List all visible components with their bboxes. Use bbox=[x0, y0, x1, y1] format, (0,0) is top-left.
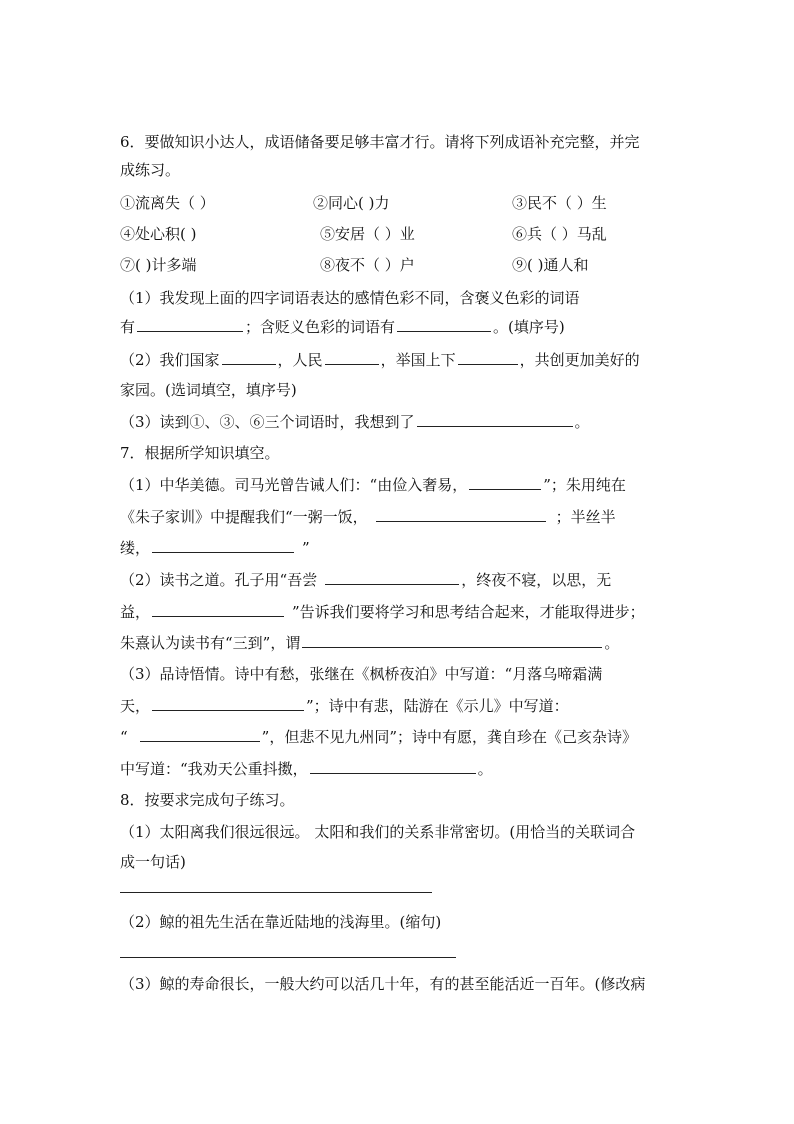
q6-stem-line1: 6．要做知识小达人，成语储备要足够丰富才行。请将下列成语补充完整，并完 bbox=[120, 133, 640, 151]
q6-sub1-text-b: ；含贬义色彩的词语有 bbox=[245, 318, 396, 336]
answer-blank[interactable] bbox=[222, 350, 276, 365]
q7-p2-line1 bbox=[120, 570, 611, 590]
q7-p3-text-e: 中写道：“我劝天公重抖擞， bbox=[120, 760, 308, 778]
q6-sub1-text-a: 有 bbox=[120, 318, 136, 336]
q6-sub2-text-d: ，共创更加美好的 bbox=[519, 351, 640, 369]
q7-p1-text-c: 《朱子家训》中提醒我们“一粥一饭， bbox=[120, 508, 368, 526]
q6-sub3-text-b: 。 bbox=[574, 413, 590, 431]
q6-sub2-text-b: ，人民 bbox=[277, 351, 323, 369]
answer-blank[interactable] bbox=[140, 727, 260, 742]
q7-p1-line3 bbox=[120, 538, 310, 558]
q8-stem: 8．按要求完成句子练习。 bbox=[120, 791, 295, 809]
q7-p1-text-b: ”；朱用纯在 bbox=[543, 476, 626, 494]
q6-sub2-line2: 家园。(选词填空，填序号) bbox=[120, 381, 297, 399]
q6-sub2-line1 bbox=[120, 350, 640, 370]
q7-p2-text-e: 朱熹认为读书有“三到”，谓 bbox=[120, 634, 301, 652]
answer-blank[interactable] bbox=[458, 350, 518, 365]
idiom-2: ②同心( )力 bbox=[313, 194, 390, 212]
q6-sub2-text-c: ，举国上下 bbox=[380, 351, 456, 369]
q7-p1-line1 bbox=[120, 475, 626, 495]
answer-blank[interactable] bbox=[469, 475, 541, 490]
idiom-5: ⑤安居（ ）业 bbox=[320, 225, 415, 243]
q8-sub3: （3）鲸的寿命很长，一般大约可以活几十年，有的甚至能活近一百年。(修改病 bbox=[120, 975, 646, 993]
q6-sub3-text-a: （3）读到①、③、⑥三个词语时，我想到了 bbox=[120, 413, 415, 431]
answer-blank[interactable] bbox=[137, 317, 243, 332]
q7-p1-text-d: ；半丝半 bbox=[555, 508, 616, 526]
answer-blank[interactable] bbox=[152, 602, 284, 617]
q7-p3-line4 bbox=[120, 759, 493, 779]
q7-p1-text-f: ” bbox=[302, 539, 310, 557]
answer-blank[interactable] bbox=[376, 507, 546, 522]
q7-p3-text-d: ”，但悲不见九州同”；诗中有愿，龚自珍在《己亥杂诗》 bbox=[261, 728, 638, 746]
answer-blank[interactable] bbox=[397, 317, 491, 332]
q7-p3-text-c: “ bbox=[120, 728, 128, 746]
q7-p2-text-d: ”告诉我们要将学习和思考结合起来，才能取得进步； bbox=[292, 603, 645, 621]
q8-sub1-line1: （1）太阳离我们很远很远。 太阳和我们的关系非常密切。(用恰当的关联词合 bbox=[120, 823, 636, 841]
answer-blank[interactable] bbox=[152, 538, 294, 553]
q6-sub1-text-c: 。(填序号) bbox=[493, 318, 565, 336]
answer-blank[interactable] bbox=[302, 633, 602, 648]
q7-p2-text-c: 益， bbox=[120, 603, 151, 621]
answer-line[interactable] bbox=[120, 957, 456, 958]
q7-p3-line2 bbox=[120, 696, 569, 716]
idiom-9: ⑨( )通人和 bbox=[512, 256, 589, 274]
idiom-3: ③民不（ ）生 bbox=[512, 194, 607, 212]
q7-p1-text-a: （1）中华美德。司马光曾告诫人们：“由俭入奢易， bbox=[120, 476, 468, 494]
q7-p1-text-e: 缕， bbox=[120, 539, 151, 557]
idiom-7: ⑦( )计多端 bbox=[120, 256, 197, 274]
answer-line[interactable] bbox=[120, 892, 432, 893]
q7-p2-line2 bbox=[120, 602, 645, 622]
answer-blank[interactable] bbox=[310, 759, 476, 774]
q7-p3-line1: （3）品诗悟情。诗中有愁，张继在《枫桥夜泊》中写道：“月落乌啼霜满 bbox=[120, 665, 603, 683]
q7-p3-text-b: ”；诗中有悲，陆游在《示儿》中写道： bbox=[306, 697, 569, 715]
q7-p2-text-f: 。 bbox=[604, 634, 620, 652]
q6-sub1-line1: （1）我发现上面的四字词语表达的感情色彩不同，含褒义色彩的词语 bbox=[120, 289, 580, 307]
q8-sub2: （2）鲸的祖先生活在靠近陆地的浅海里。(缩句) bbox=[120, 913, 442, 931]
idiom-4: ④处心积( ) bbox=[120, 225, 197, 243]
answer-blank[interactable] bbox=[325, 350, 379, 365]
q7-p2-text-a: （2）读书之道。孔子用“吾尝 bbox=[120, 571, 318, 589]
q7-p3-line3 bbox=[120, 727, 637, 747]
idiom-8: ⑧夜不（ ）户 bbox=[320, 256, 415, 274]
q6-sub3 bbox=[120, 412, 590, 432]
q7-p1-line2 bbox=[120, 507, 616, 527]
answer-blank[interactable] bbox=[152, 696, 304, 711]
q6-sub2-text-a: （2）我们国家 bbox=[120, 351, 220, 369]
q7-p2-text-b: ，终夜不寝，以思，无 bbox=[461, 571, 612, 589]
q7-stem: 7．根据所学知识填空。 bbox=[120, 444, 280, 462]
q7-p3-text-f: 。 bbox=[477, 760, 493, 778]
idiom-1: ①流离失（ ） bbox=[120, 194, 215, 212]
answer-blank[interactable] bbox=[417, 412, 573, 427]
q8-sub1-line2: 成一句话) bbox=[120, 853, 186, 871]
idiom-6: ⑥兵（ ）马乱 bbox=[512, 225, 607, 243]
answer-blank[interactable] bbox=[325, 570, 459, 585]
q7-p2-line3 bbox=[120, 633, 619, 653]
q7-p3-text-a: 天， bbox=[120, 697, 151, 715]
q6-stem-line2: 成练习。 bbox=[120, 161, 181, 179]
q6-sub1-line2 bbox=[120, 317, 565, 337]
